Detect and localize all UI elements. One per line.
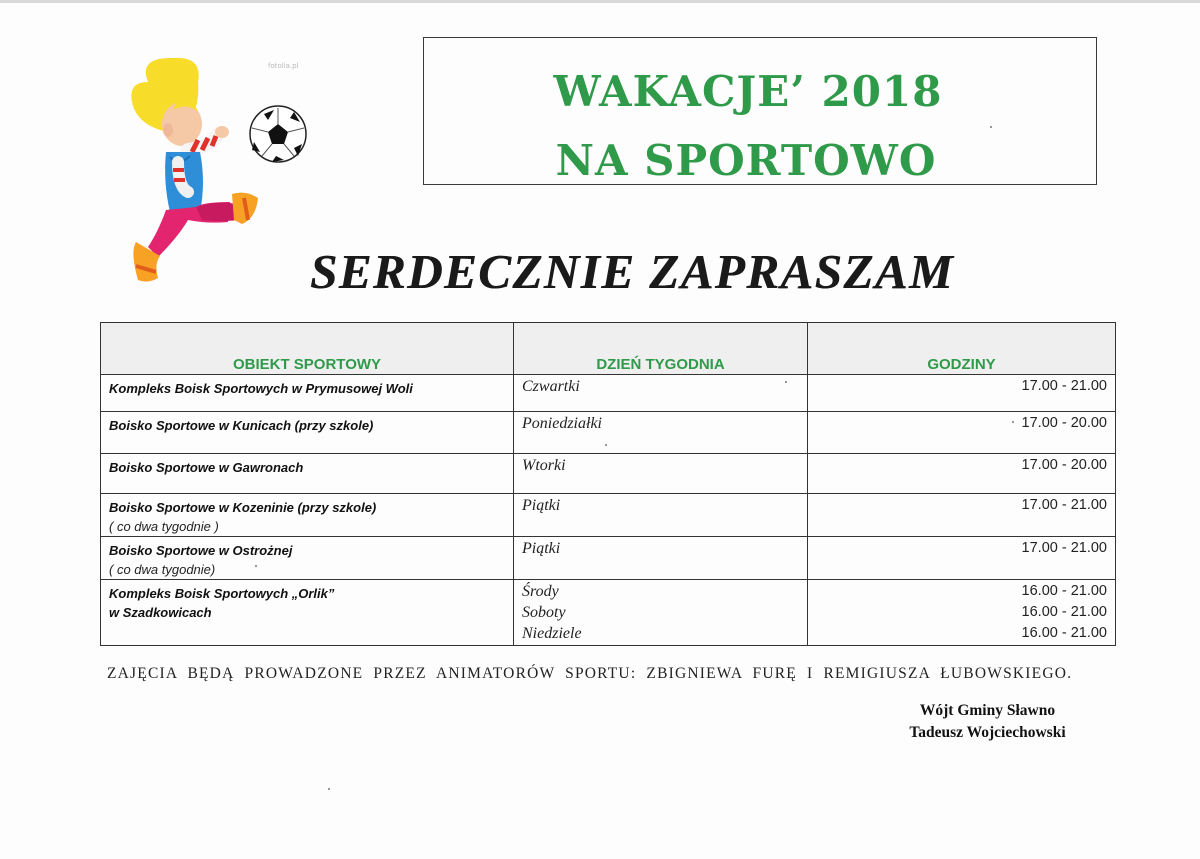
scan-speck xyxy=(990,126,992,128)
venue-note: ( co dwa tygodnie ) xyxy=(109,519,219,534)
hours-text: 17.00 - 20.00 xyxy=(1021,415,1107,431)
venue-cell xyxy=(101,537,514,580)
column-header-hours: GODZINY xyxy=(808,323,1116,375)
image-watermark: fotolia.pl xyxy=(268,62,299,70)
hours-cell xyxy=(808,580,1116,646)
venue-name: Boisko Sportowe w Kozeninie (przy szkole) xyxy=(109,500,377,515)
venue-name: Boisko Sportowe w Gawronach xyxy=(109,460,304,475)
day-text: Czwartki xyxy=(522,378,580,395)
day-cell xyxy=(514,537,808,580)
venue-cell xyxy=(101,494,514,537)
venue-cell xyxy=(101,580,514,646)
hours-cell xyxy=(808,412,1116,454)
scan-speck xyxy=(785,381,787,383)
venue-name: Kompleks Boisk Sportowych w Prymusowej Woli xyxy=(109,381,413,396)
day-text: Soboty xyxy=(522,604,566,621)
venue-cell xyxy=(101,454,514,494)
hours-cell xyxy=(808,494,1116,537)
hours-cell xyxy=(808,375,1116,412)
title-line-1: WAKACJE’ 2018 xyxy=(553,67,943,116)
schedule-table xyxy=(100,322,1116,646)
day-cell xyxy=(514,454,808,494)
venue-cell xyxy=(101,375,514,412)
signature-title: Wójt Gminy Sławno xyxy=(919,702,1056,719)
title-box xyxy=(423,37,1097,185)
hours-text: 17.00 - 21.00 xyxy=(1021,540,1107,556)
day-text: Poniedziałki xyxy=(522,415,602,432)
day-cell xyxy=(514,494,808,537)
hours-text: 16.00 - 21.00 xyxy=(1021,583,1107,599)
table-header-row xyxy=(101,323,1116,375)
venue-note: ( co dwa tygodnie) xyxy=(109,562,216,577)
venue-location: w Szadkowicach xyxy=(109,605,212,620)
signature-name: Tadeusz Wojciechowski xyxy=(909,724,1066,741)
venue-name: Boisko Sportowe w Ostrożnej xyxy=(109,543,293,558)
scan-speck xyxy=(328,788,330,790)
hours-cell xyxy=(808,454,1116,494)
hours-text: 17.00 - 21.00 xyxy=(1021,378,1107,394)
day-cell xyxy=(514,412,808,454)
column-header-venue: OBIEKT SPORTOWY xyxy=(101,323,514,375)
column-header-day: DZIEŃ TYGODNIA xyxy=(514,323,808,375)
scan-speck xyxy=(605,444,607,446)
table-row xyxy=(101,494,1116,537)
venue-name: Kompleks Boisk Sportowych „Orlik” xyxy=(109,586,335,601)
day-text: Piątki xyxy=(522,497,561,514)
boy-kicking-ball-icon xyxy=(118,52,318,292)
venue-name: Boisko Sportowe w Kunicach (przy szkole) xyxy=(109,418,374,433)
scan-speck xyxy=(1012,421,1014,423)
hours-text: 17.00 - 21.00 xyxy=(1021,497,1107,513)
hours-text: 16.00 - 21.00 xyxy=(1021,604,1107,620)
venue-cell xyxy=(101,412,514,454)
day-text: Wtorki xyxy=(522,457,566,474)
day-text: Środy xyxy=(522,583,559,600)
day-cell xyxy=(514,580,808,646)
table-row xyxy=(101,454,1116,494)
hours-cell xyxy=(808,537,1116,580)
invitation-heading: SERDECZNIE ZAPRASZAM xyxy=(310,244,955,299)
scan-speck xyxy=(255,565,257,567)
day-cell xyxy=(514,375,808,412)
day-text: Niedziele xyxy=(522,625,582,642)
hours-text: 17.00 - 20.00 xyxy=(1021,457,1107,473)
table-row xyxy=(101,580,1116,646)
hours-text: 16.00 - 21.00 xyxy=(1021,625,1107,641)
table-row xyxy=(101,375,1116,412)
signature-block xyxy=(880,700,1095,744)
table-row xyxy=(101,412,1116,454)
title-line-2: NA SPORTOWO xyxy=(555,136,937,185)
table-row xyxy=(101,537,1116,580)
day-text: Piątki xyxy=(522,540,561,557)
instructors-note: ZAJĘCIA BĘDĄ PROWADZONE PRZEZ ANIMATORÓW SPORTU: ZBIGNIEWA FURĘ I REMIGIUSZA ŁUBOWSKIEGO. xyxy=(107,665,1073,682)
scan-edge xyxy=(0,0,1200,3)
